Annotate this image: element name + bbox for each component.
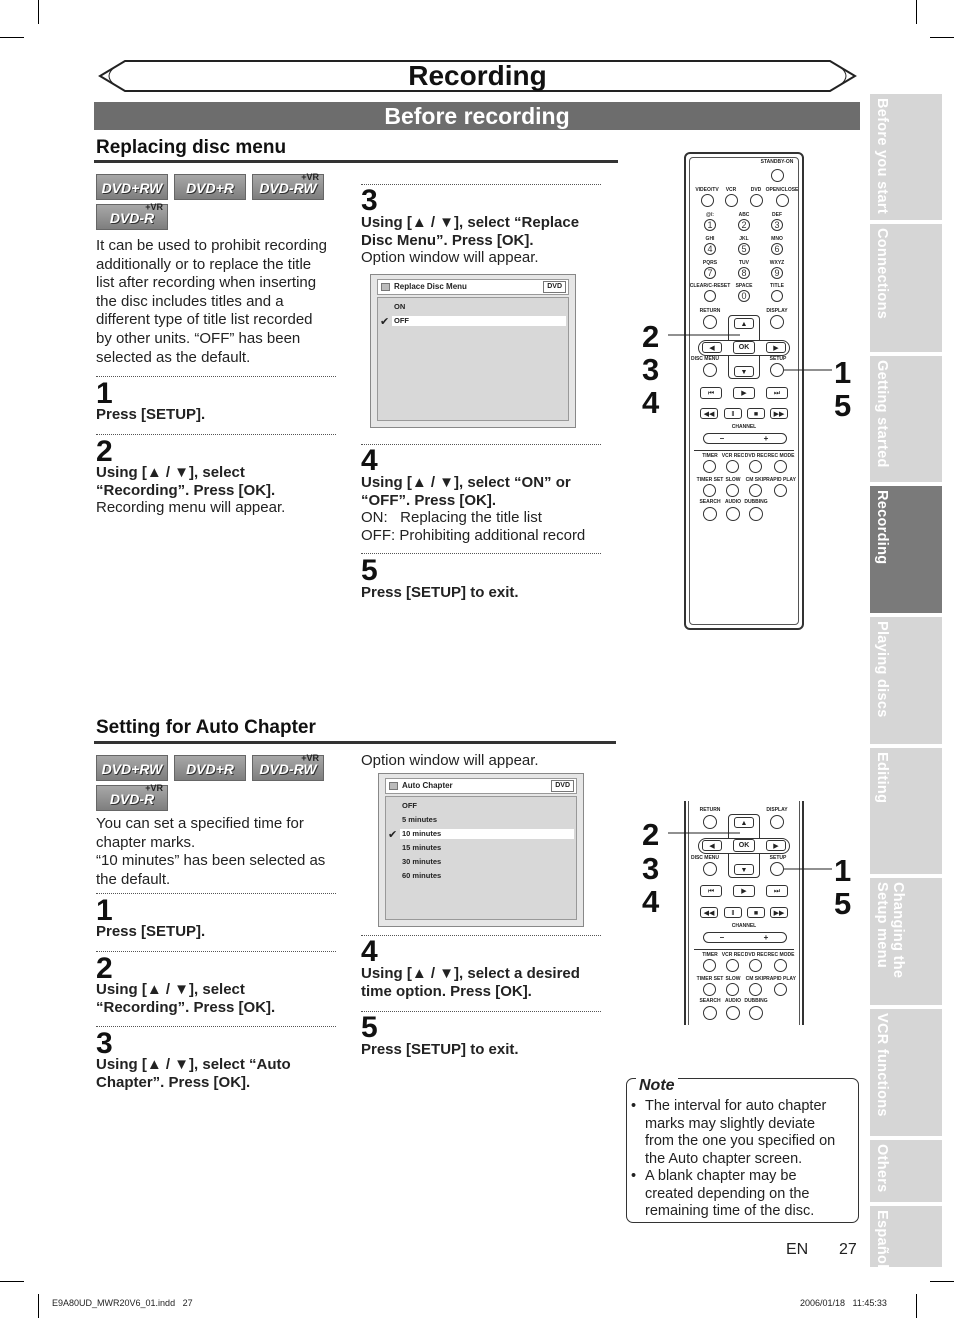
badge-dvd-r-vr: +VR DVD-R	[96, 785, 168, 811]
print-file-name: E9A80UD_MWR20V6_01.indd 27	[52, 1298, 193, 1308]
channel-rocker[interactable]	[703, 433, 787, 444]
fast-forward-button[interactable]: ▶▶	[770, 408, 788, 419]
note-bullet: •	[631, 1168, 637, 1184]
ok-button[interactable]: OK	[733, 341, 755, 354]
step-number: 4	[361, 935, 378, 968]
stop-button[interactable]: ■	[747, 907, 765, 918]
channel-rocker[interactable]	[703, 932, 787, 943]
step-instruction: Press [SETUP].	[96, 406, 206, 423]
page-title: Recording	[408, 60, 547, 91]
vcr-rec-button[interactable]	[726, 959, 739, 972]
audio-button[interactable]	[726, 1006, 740, 1020]
heading-replacing-disc-menu: Replacing disc menu	[96, 137, 287, 158]
badge-dvd-rw-vr: +VR DVD-RW	[252, 755, 324, 781]
print-date: 2006/01/18 11:45:33	[800, 1298, 887, 1308]
cm-skip-button[interactable]	[749, 983, 762, 996]
callout-step: 2	[642, 817, 660, 852]
badge-dvd-rw-vr: +VR DVD-RW	[252, 174, 324, 200]
slow-button[interactable]	[726, 983, 739, 996]
osd-option[interactable]: ON	[394, 302, 406, 311]
search-button[interactable]	[703, 507, 717, 521]
osd-option-list	[385, 796, 577, 920]
down-button[interactable]: ▼	[734, 864, 754, 875]
rapid-play-button[interactable]	[774, 983, 787, 996]
badge-dvd-plus-r: DVD+R	[174, 174, 246, 200]
step-instruction: Press [SETUP].	[96, 923, 206, 940]
step-instruction: Using [▲ / ▼], select “Recording”. Press [OK].	[96, 981, 276, 1016]
title-button[interactable]	[771, 290, 783, 302]
cm-skip-button[interactable]	[749, 484, 762, 497]
checkmark-icon: ✔	[388, 829, 398, 841]
callout-step: 5	[834, 388, 852, 423]
key-2[interactable]: 2	[738, 219, 750, 231]
note-bullet: •	[631, 1098, 637, 1114]
callout-step: 3	[642, 851, 660, 886]
heading-rule	[94, 160, 618, 163]
key-1[interactable]: 1	[704, 219, 716, 231]
rapid-play-button[interactable]	[774, 484, 787, 497]
tab-editing[interactable]: Editing	[870, 748, 942, 874]
rec-mode-button[interactable]	[774, 959, 787, 972]
skip-back-icon[interactable]: ⏮	[700, 387, 722, 399]
step-number: 3	[361, 184, 378, 217]
step-instruction: Using [▲ / ▼], select “Auto Chapter”. Press [OK].	[96, 1056, 291, 1091]
step-number: 2	[96, 952, 113, 985]
tab-before-you-start[interactable]: Before you start	[870, 94, 942, 220]
badge-dvd-plus-rw: DVD+RW	[96, 755, 168, 781]
tab-espanol[interactable]: Español	[870, 1206, 942, 1267]
note-item: A blank chapter may be created depending on the remaining time of the disc.	[645, 1168, 815, 1219]
osd-title: Auto Chapter DVD	[385, 778, 577, 794]
tab-others[interactable]: Others	[870, 1140, 942, 1202]
left-button[interactable]: ◀	[702, 840, 722, 851]
menu-icon	[389, 782, 398, 790]
osd-option[interactable]: 15 minutes	[402, 843, 442, 852]
heading-rule	[94, 741, 616, 744]
key-5[interactable]: 5	[738, 243, 750, 255]
option-window-text: Option window will appear.	[361, 752, 539, 769]
vcr-rec-button[interactable]	[726, 460, 739, 473]
right-button[interactable]: ▶	[766, 342, 786, 353]
badge-dvd-plus-r: DVD+R	[174, 755, 246, 781]
callout-step: 1	[834, 853, 852, 888]
step-number: 1	[96, 894, 113, 927]
tab-getting-started[interactable]: Getting started	[870, 356, 942, 482]
osd-option[interactable]: 60 minutes	[402, 871, 442, 880]
search-button[interactable]	[703, 1006, 717, 1020]
step-instruction: Using [▲ / ▼], select “Replace Disc Menu”. Press [OK]. Option window will appear.	[361, 214, 580, 266]
dubbing-button[interactable]	[749, 507, 763, 521]
step-instruction: Using [▲ / ▼], select “ON” or “OFF”. Press [OK]. ON: Replacing the title list OFF: Prohibiting additional record	[361, 474, 586, 544]
left-button[interactable]: ◀	[702, 342, 722, 353]
play-button[interactable]: ▶	[733, 885, 755, 897]
stop-button[interactable]: ■	[747, 408, 765, 419]
step-number: 5	[361, 554, 378, 587]
page-number: 27	[839, 1241, 857, 1258]
video-tv-button[interactable]	[701, 194, 714, 207]
step-number: 3	[96, 1027, 113, 1060]
right-button[interactable]: ▶	[766, 840, 786, 851]
fast-forward-button[interactable]: ▶▶	[770, 907, 788, 918]
audio-button[interactable]	[726, 507, 740, 521]
play-button[interactable]: ▶	[733, 387, 755, 399]
pause-button[interactable]: Ⅱ	[724, 408, 742, 419]
key-9[interactable]: 9	[771, 267, 783, 279]
osd-option[interactable]: 5 minutes	[402, 815, 438, 824]
timer-set-button[interactable]	[703, 983, 716, 996]
rewind-button[interactable]: ◀◀	[700, 408, 718, 419]
up-button[interactable]: ▲	[734, 318, 754, 329]
timer-button[interactable]	[703, 959, 716, 972]
callout-step: 2	[642, 319, 660, 354]
dubbing-button[interactable]	[749, 1006, 763, 1020]
step-instruction: Using [▲ / ▼], select “Recording”. Press [OK]. Recording menu will appear.	[96, 464, 286, 516]
key-6[interactable]: 6	[771, 243, 783, 255]
callout-step: 1	[834, 355, 852, 390]
display-button[interactable]	[770, 815, 784, 829]
standby-button[interactable]	[771, 169, 784, 182]
menu-icon	[381, 283, 390, 291]
callout-step: 3	[642, 352, 660, 387]
replacing-intro: It can be used to prohibit recording additionally or to replace the title list after recording when inserting the disc includes titles and a different type of title list recorded by other units. “OFF” has been selected as the default.	[96, 237, 327, 366]
callout-step: 4	[642, 884, 660, 919]
tab-playing-discs[interactable]: Playing discs	[870, 617, 942, 744]
tab-connections[interactable]: Connections	[870, 224, 942, 352]
badge-dvd-plus-rw: DVD+RW	[96, 174, 168, 200]
ok-button[interactable]: OK	[733, 839, 755, 852]
auto-chapter-intro: You can set a specified time for chapter marks. “10 minutes” has been selected as the default.	[96, 815, 326, 888]
osd-title: Replace Disc Menu DVD	[377, 279, 569, 295]
skip-forward-icon[interactable]: ⏭	[766, 387, 788, 399]
up-button[interactable]: ▲	[734, 817, 754, 828]
section-title: Before recording	[94, 102, 860, 130]
step-instruction: Press [SETUP] to exit.	[361, 1041, 519, 1058]
page-language: EN	[786, 1241, 809, 1258]
return-button[interactable]	[703, 315, 717, 329]
key-4[interactable]: 4	[704, 243, 716, 255]
key-8[interactable]: 8	[738, 267, 750, 279]
timer-button[interactable]	[703, 460, 716, 473]
step-number: 1	[96, 377, 113, 410]
osd-option-list	[377, 297, 569, 421]
step-number: 4	[361, 444, 378, 477]
return-button[interactable]	[703, 815, 717, 829]
vcr-button[interactable]	[725, 194, 738, 207]
dvd-button[interactable]	[750, 194, 763, 207]
key-3[interactable]: 3	[771, 219, 783, 231]
callout-leaders	[660, 330, 840, 380]
step-instruction: Using [▲ / ▼], select a desired time option. Press [OK].	[361, 965, 580, 1000]
key-0[interactable]: 0	[738, 290, 750, 302]
dvd-rec-button[interactable]	[749, 959, 762, 972]
timer-set-button[interactable]	[703, 484, 716, 497]
osd-auto-chapter	[378, 773, 584, 927]
dvd-rec-button[interactable]	[749, 460, 762, 473]
heading-setting-auto-chapter: Setting for Auto Chapter	[96, 717, 316, 738]
tab-changing-setup-menu[interactable]: Changing the Setup menu	[870, 878, 942, 1005]
step-instruction: Press [SETUP] to exit.	[361, 584, 519, 601]
note-title: Note	[636, 1077, 678, 1095]
rewind-button[interactable]: ◀◀	[700, 907, 718, 918]
osd-option[interactable]: OFF	[402, 801, 417, 810]
display-button[interactable]	[770, 315, 784, 329]
rec-mode-button[interactable]	[774, 460, 787, 473]
clear-button[interactable]	[704, 290, 716, 302]
osd-replace-disc-menu	[370, 274, 576, 428]
callout-step: 4	[642, 385, 660, 420]
key-7[interactable]: 7	[704, 267, 716, 279]
skip-forward-icon[interactable]: ⏭	[766, 885, 788, 897]
osd-option-selected[interactable]: OFF	[392, 316, 566, 326]
tab-recording[interactable]: Recording	[870, 486, 942, 613]
step-number: 2	[96, 435, 113, 468]
osd-option-selected[interactable]: 10 minutes	[400, 829, 574, 839]
osd-option[interactable]: 30 minutes	[402, 857, 442, 866]
pause-button[interactable]: Ⅱ	[724, 907, 742, 918]
tab-vcr-functions[interactable]: VCR functions	[870, 1009, 942, 1136]
note-item: The interval for auto chapter marks may slightly deviate from the one you specified on the Auto chapter screen.	[645, 1098, 836, 1167]
badge-dvd-r-vr: +VR DVD-R	[96, 204, 168, 230]
callout-step: 5	[834, 886, 852, 921]
step-number: 5	[361, 1011, 378, 1044]
slow-button[interactable]	[726, 484, 739, 497]
checkmark-icon: ✔	[380, 316, 390, 328]
down-button[interactable]: ▼	[734, 366, 754, 377]
callout-leaders	[660, 828, 840, 878]
open-close-button[interactable]	[776, 194, 789, 207]
skip-back-icon[interactable]: ⏮	[700, 885, 722, 897]
